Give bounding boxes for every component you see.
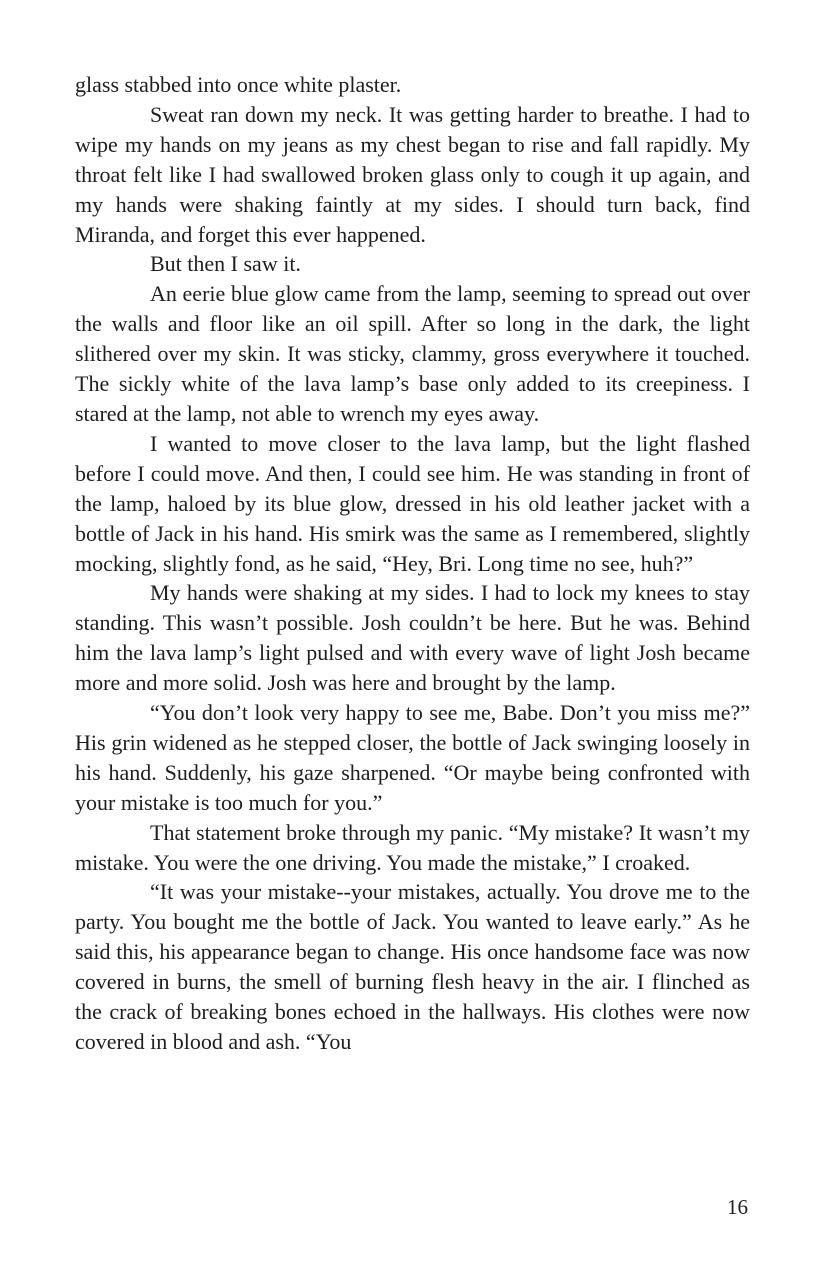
paragraph: But then I saw it.: [150, 251, 301, 277]
paragraph: My hands were shaking at my sides. I had to lock my knees to stay standing. This wasn’t possible. Josh couldn’t be here. But he was. Behind him the lava lamp’s light pulsed and with every wave of light Josh became more and more solid. Josh was here and brought by the lamp.: [75, 580, 750, 696]
paragraph: An eerie blue glow came from the lamp, seeming to spread out over the walls and floor like an oil spill. After so long in the dark, the light slithered over my skin. It was sticky, clammy, gross everywhere it touched. The sickly white of the lava lamp’s base only added to its creepiness. I stared at the lamp, not able to wrench my eyes away.: [75, 281, 750, 426]
page-number: 16: [727, 1195, 748, 1219]
paragraph: “You don’t look very happy to see me, Babe. Don’t you miss me?” His grin widened as he stepped closer, the bottle of Jack swinging loosely in his hand. Suddenly, his gaze sharpened. “Or maybe being confronted with your mistake is too much for you.”: [75, 700, 750, 815]
paragraph: That statement broke through my panic. “My mistake? It wasn’t my mistake. You were the one driving. You made the mistake,” I croaked.: [75, 819, 750, 875]
paragraph: “It was your mistake--your mistakes, actually. You drove me to the party. You bought me the bottle of Jack. You wanted to leave early.” As he said this, his appearance began to change. His once handsome face was now covered in burns, the smell of burning flesh heavy in the air. I flinched as the crack of breaking bones echoed in the hallways. His clothes were now covered in blood and ash. “You: [75, 879, 750, 1054]
page-body: [75, 70, 750, 1057]
paragraph: I wanted to move closer to the lava lamp, but the light flashed before I could move. And then, I could see him. He was standing in front of the lamp, haloed by its blue glow, dressed in his old leather jacket with a bottle of Jack in his hand. His smirk was the same as I remembered, slightly mocking, slightly fond, as he said, “Hey, Bri. Long time no see, huh?”: [75, 430, 750, 576]
paragraph: Sweat ran down my neck. It was getting harder to breathe. I had to wipe my hands on my jeans as my chest began to rise and fall rapidly. My throat felt like I had swallowed broken glass only to cough it up again, and my hands were shaking faintly at my sides. I should turn back, find Miranda, and forget this ever happened.: [75, 101, 750, 247]
paragraph: glass stabbed into once white plaster.: [75, 72, 402, 97]
